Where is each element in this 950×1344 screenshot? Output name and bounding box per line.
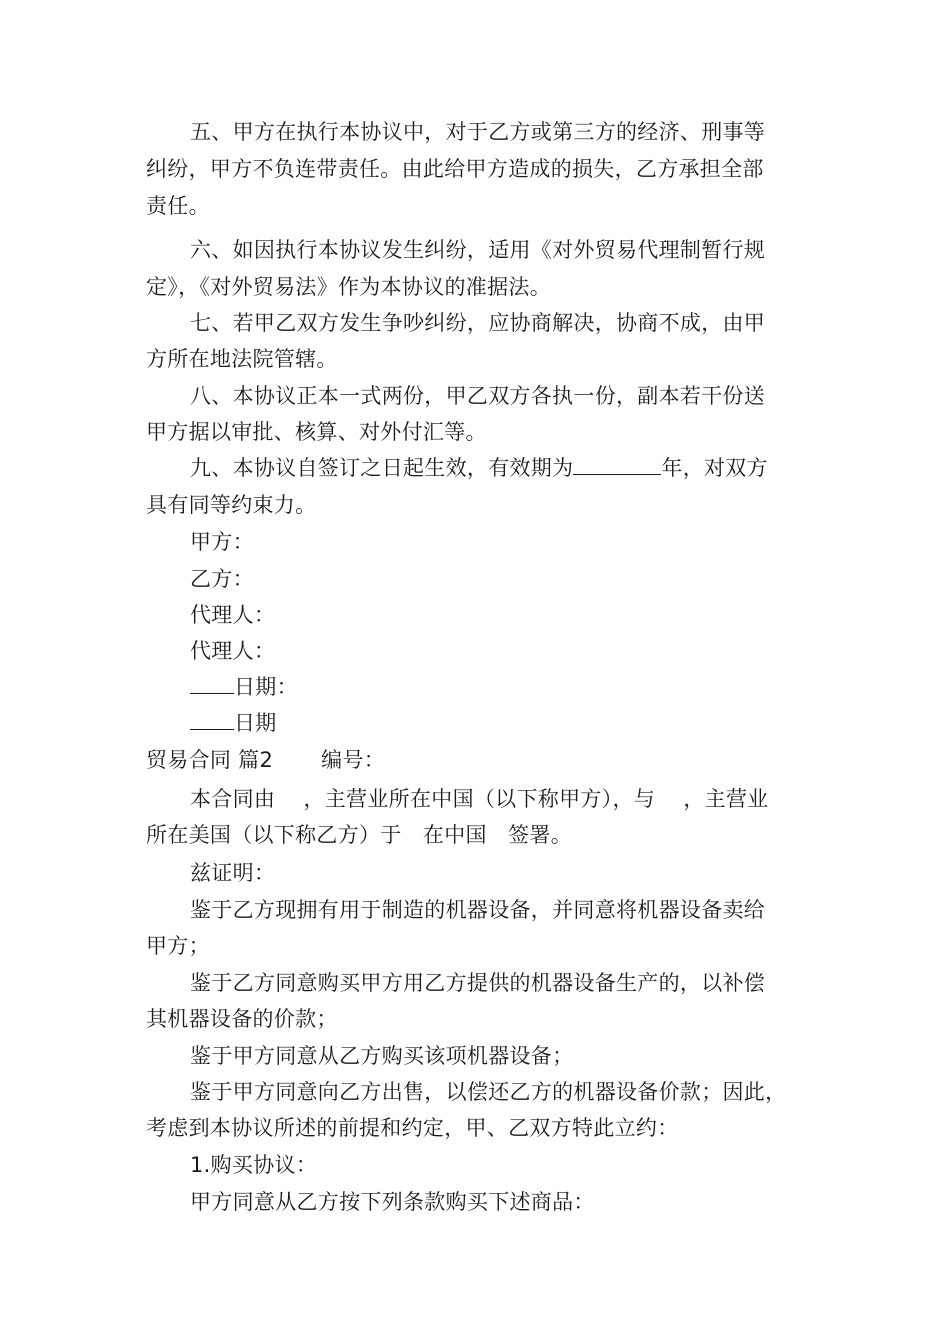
clause-6-line-2: 定》，《对外贸易法》作为本协议的准据法。 (146, 275, 551, 299)
clause-7-line-2: 方所在地法院管辖。 (146, 347, 338, 371)
clause-8-line-2: 甲方据以审批、核算、对外付汇等。 (146, 420, 487, 444)
recital-1-line-2: 甲方； (146, 934, 210, 958)
recital-3: 鉴于甲方同意从乙方购买该项机器设备； (190, 1044, 574, 1068)
party-a-label: 甲方： (190, 530, 254, 554)
contract-number-label: 编号： (321, 748, 386, 772)
clause-5-line-3: 责任。 (146, 194, 210, 218)
clause-8-line-1: 八、本协议正本一式两份，甲乙双方各执一份，副本若干份送 (190, 384, 766, 408)
purchase-agreement-heading: 1.购买协议： (190, 1153, 318, 1177)
clause-9-text-b: 年，对双方 (661, 456, 768, 480)
contract-intro-line-1: 本合同由 ，主营业所在中国（以下称甲方），与 ，主营业 (190, 787, 769, 811)
recital-4-line-2: 考虑到本协议所述的前提和约定，甲、乙双方特此立约： (146, 1116, 679, 1140)
date-line-2 (190, 709, 277, 737)
recital-2-line-2: 其机器设备的价款； (146, 1007, 338, 1031)
recital-2-line-1: 鉴于乙方同意购买甲方用乙方提供的机器设备生产的，以补偿 (190, 971, 766, 995)
clause-5-line-1: 五、甲方在执行本协议中，对于乙方或第三方的经济、刑事等 (190, 120, 766, 144)
recital-4-line-1: 鉴于甲方同意向乙方出售，以偿还乙方的机器设备价款；因此， (190, 1080, 787, 1104)
clause-7-line-1: 七、若甲乙双方发生争吵纠纷，应协商解决，协商不成，由甲 (190, 311, 766, 335)
clause-9-line-2: 具有同等约束力。 (146, 493, 317, 517)
validity-years-blank (573, 454, 661, 475)
clause-6-line-1: 六、如因执行本协议发生纠纷，适用《对外贸易代理制暂行规 (190, 238, 766, 262)
section-heading (146, 746, 385, 774)
date-blank-1 (190, 673, 234, 694)
party-b-label: 乙方： (190, 567, 254, 591)
contract-intro-line-2: 所在美国（以下称乙方）于 在中国 签署。 (146, 823, 572, 847)
clause-9-line-1 (190, 454, 768, 482)
date-label-2: 日期 (234, 711, 277, 735)
agent-label-2: 代理人： (190, 639, 276, 663)
date-blank-2 (190, 709, 234, 730)
date-label-1: 日期： (234, 675, 298, 699)
clause-9-text-a: 九、本协议自签订之日起生效，有效期为 (190, 456, 574, 480)
date-line-1 (190, 673, 298, 701)
recital-1-line-1: 鉴于乙方现拥有用于制造的机器设备，并同意将机器设备卖给 (190, 898, 766, 922)
witness-label: 兹证明： (190, 861, 276, 885)
clause-5-line-2: 纠纷，甲方不负连带责任。由此给甲方造成的损失，乙方承担全部 (146, 157, 764, 181)
agent-label-1: 代理人： (190, 603, 276, 627)
purchase-agreement-text: 甲方同意从乙方按下列条款购买下述商品： (190, 1190, 595, 1214)
section-title: 贸易合同 篇2 (146, 748, 274, 772)
